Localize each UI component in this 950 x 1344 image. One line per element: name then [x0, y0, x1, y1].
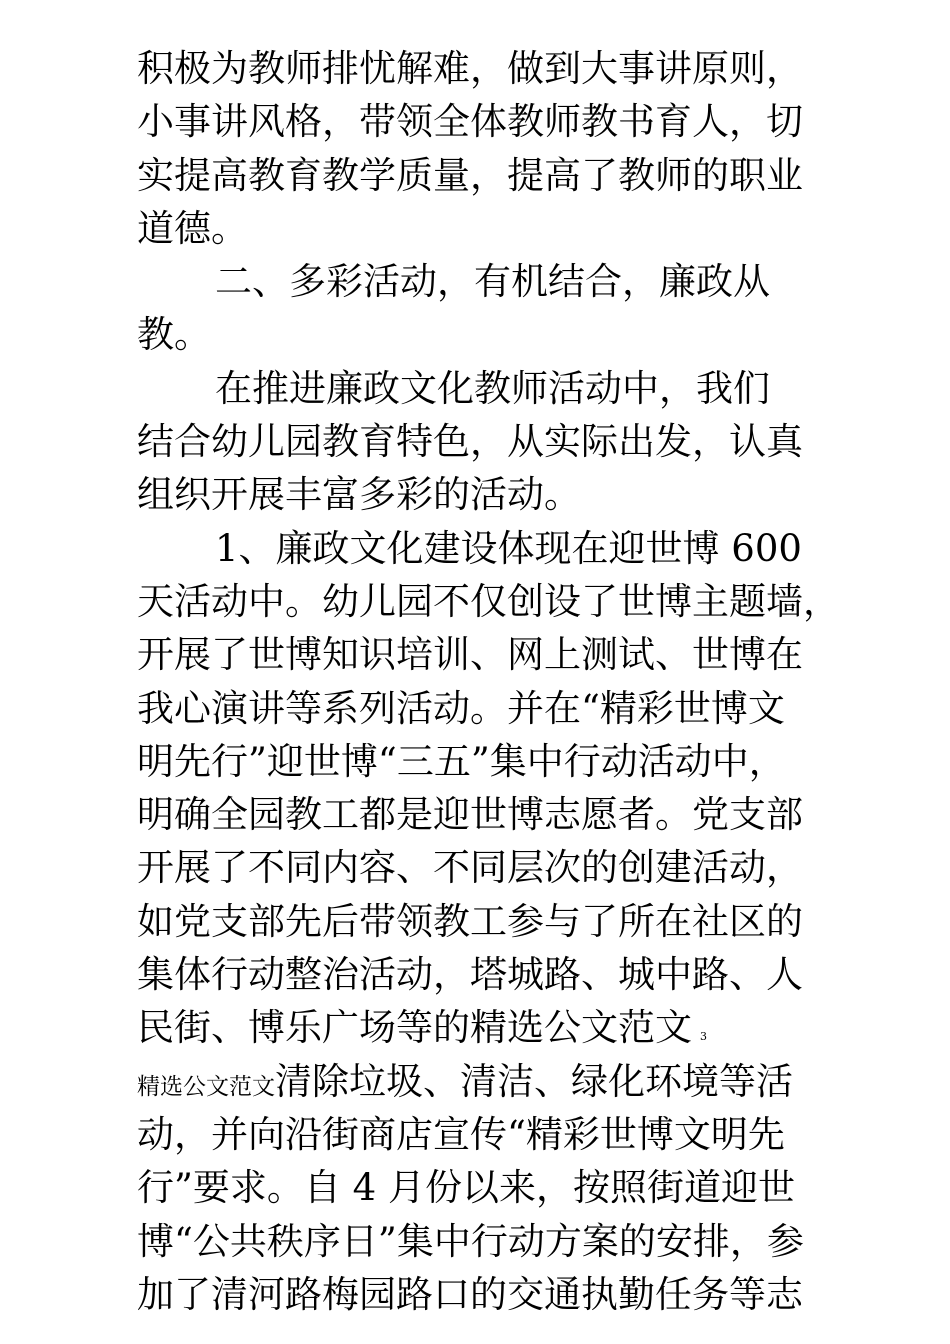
text-line-18: 集体行动整治活动，塔城路、城中路、人 [137, 953, 803, 997]
text-line-1: 积极为教师排忧解难，做到大事讲原则， [137, 47, 803, 90]
text-line-4: 道德。 [137, 206, 248, 250]
text-line-8: 结合幼儿园教育特色，从实际出发，认真 [137, 420, 803, 464]
text-line-11: 天活动中。幼儿园不仅创设了世博主题墙， [137, 579, 840, 623]
text-line-13: 我心演讲等系列活动。并在“精彩世博文 [137, 686, 785, 730]
text-line-12: 开展了世博知识培训、网上测试、世博在 [137, 633, 803, 677]
text-line-19-text: 民街、博乐广场等的精选公文范文 [137, 1006, 692, 1050]
page-header-label: 精选公文范文 [137, 1073, 275, 1100]
text-line-21: 动，并向沿街商店宣传“精彩世博文明先 [137, 1112, 785, 1156]
text-line-16: 开展了不同内容、不同层次的创建活动， [137, 846, 803, 890]
document-page [137, 42, 840, 1321]
text-line-19 [137, 1001, 837, 1054]
text-line-17: 如党支部先后带领教工参与了所在社区的 [137, 899, 803, 943]
text-line-14: 明先行”迎世博“三五”集中行动活动中， [137, 739, 786, 783]
text-line-20-text: 清除垃圾、清洁、绿化环境等活 [275, 1059, 793, 1103]
text-line-9: 组织开展丰富多彩的活动。 [137, 473, 581, 517]
text-line-15: 明确全园教工都是迎世博志愿者。党支部 [137, 793, 803, 837]
text-line-23: 博“公共秩序日”集中行动方案的安排，参 [137, 1219, 804, 1263]
text-line-3: 实提高教育教学质量，提高了教师的职业 [137, 153, 803, 197]
page-number: 3 [700, 1030, 707, 1044]
text-line-20 [137, 1055, 837, 1108]
text-line-7: 在推进廉政文化教师活动中，我们 [215, 366, 770, 410]
text-line-10: 1、廉政文化建设体现在迎世博 600 [215, 526, 802, 570]
section-heading: 二、多彩活动，有机结合，廉政从 [215, 260, 770, 304]
text-line-22: 行”要求。自 4 月份以来，按照街道迎世 [137, 1166, 795, 1210]
text-line-2: 小事讲风格，带领全体教师教书育人，切 [137, 100, 803, 144]
text-line-24: 加了清河路梅园路口的交通执勤任务等志 [137, 1272, 803, 1316]
text-line-6: 教。 [137, 313, 211, 357]
